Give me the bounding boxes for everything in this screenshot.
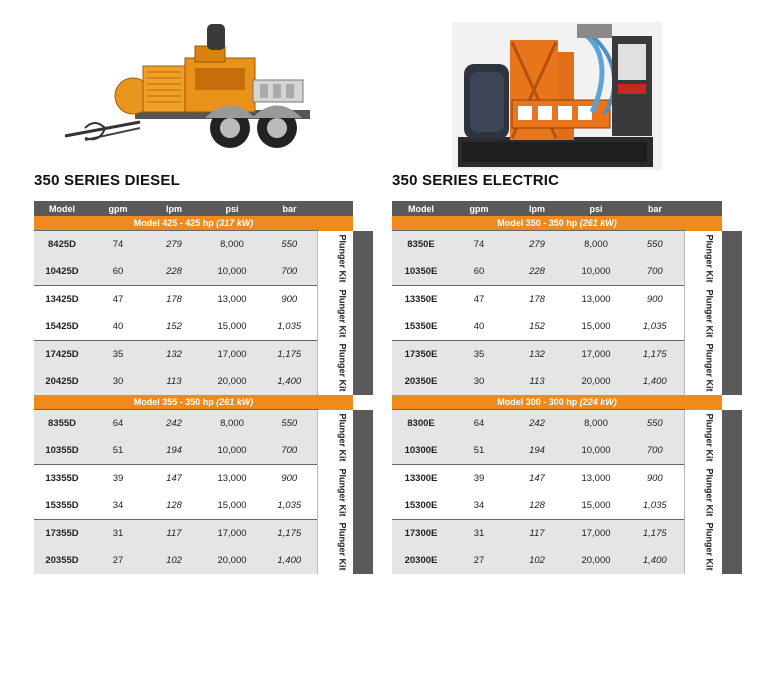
electric-spec-table <box>392 201 762 574</box>
plunger-kit-label: Plunger Kit <box>317 341 353 396</box>
lpm-cell: 228 <box>146 258 202 286</box>
gpm-cell: 64 <box>90 410 146 438</box>
table-row <box>34 231 373 259</box>
plunger-kit-label: Plunger Kit <box>684 341 722 396</box>
lpm-cell: 117 <box>508 520 566 548</box>
lpm-cell: 117 <box>146 520 202 548</box>
psi-cell: 20,000 <box>566 547 626 574</box>
table-row <box>34 286 373 314</box>
model-cell: 20350E <box>392 368 450 395</box>
electric-unit-photo <box>452 22 662 170</box>
col-header-model: Model <box>34 201 90 216</box>
conversion-kit-label: Conversion Kit <box>722 410 742 575</box>
bar-cell: 1,035 <box>626 313 684 341</box>
lpm-cell: 228 <box>508 258 566 286</box>
bar-cell: 900 <box>262 465 317 493</box>
psi-cell: 13,000 <box>202 465 262 493</box>
model-cell: 17425D <box>34 341 90 369</box>
bar-cell: 700 <box>262 437 317 465</box>
lpm-cell: 113 <box>146 368 202 395</box>
model-cell: 15425D <box>34 313 90 341</box>
table-row <box>34 520 373 548</box>
section-header: Model 350 - 350 hp (261 kW) <box>392 216 722 231</box>
bar-cell: 900 <box>262 286 317 314</box>
psi-cell: 15,000 <box>202 492 262 520</box>
table-row <box>392 231 742 259</box>
lpm-cell: 178 <box>508 286 566 314</box>
model-cell: 13355D <box>34 465 90 493</box>
gpm-cell: 47 <box>450 286 508 314</box>
bar-cell: 550 <box>626 410 684 438</box>
gpm-cell: 51 <box>90 437 146 465</box>
gpm-cell: 60 <box>450 258 508 286</box>
gpm-cell: 40 <box>90 313 146 341</box>
psi-cell: 13,000 <box>566 286 626 314</box>
conversion-kit-label: Conversion Kit <box>722 231 742 396</box>
bar-cell: 550 <box>262 410 317 438</box>
model-cell: 8355D <box>34 410 90 438</box>
model-cell: 13300E <box>392 465 450 493</box>
col-header-gpm: gpm <box>90 201 146 216</box>
conversion-kit-label: Conversion Kit <box>353 231 373 396</box>
bar-cell: 1,400 <box>626 547 684 574</box>
lpm-cell: 102 <box>146 547 202 574</box>
bar-cell: 1,175 <box>262 520 317 548</box>
model-cell: 17300E <box>392 520 450 548</box>
gpm-cell: 30 <box>90 368 146 395</box>
psi-cell: 17,000 <box>566 520 626 548</box>
psi-cell: 10,000 <box>202 258 262 286</box>
lpm-cell: 279 <box>508 231 566 259</box>
gpm-cell: 31 <box>450 520 508 548</box>
lpm-cell: 194 <box>508 437 566 465</box>
lpm-cell: 132 <box>146 341 202 369</box>
plunger-kit-label: Plunger Kit <box>684 231 722 286</box>
electric-title: 350 SERIES ELECTRIC <box>392 172 560 189</box>
col-header-psi: psi <box>202 201 262 216</box>
model-cell: 15300E <box>392 492 450 520</box>
psi-cell: 15,000 <box>566 313 626 341</box>
plunger-kit-label: Plunger Kit <box>317 286 353 341</box>
lpm-cell: 152 <box>146 313 202 341</box>
diesel-title: 350 SERIES DIESEL <box>34 172 180 189</box>
psi-cell: 8,000 <box>566 410 626 438</box>
lpm-cell: 242 <box>508 410 566 438</box>
col-header-lpm: lpm <box>146 201 202 216</box>
table-row <box>392 520 742 548</box>
lpm-cell: 242 <box>146 410 202 438</box>
diesel-unit-photo <box>55 18 315 163</box>
gpm-cell: 64 <box>450 410 508 438</box>
model-cell: 8300E <box>392 410 450 438</box>
gpm-cell: 74 <box>90 231 146 259</box>
bar-cell: 1,400 <box>262 368 317 395</box>
col-header-gpm: gpm <box>450 201 508 216</box>
gpm-cell: 74 <box>450 231 508 259</box>
lpm-cell: 147 <box>146 465 202 493</box>
lpm-cell: 152 <box>508 313 566 341</box>
model-cell: 15355D <box>34 492 90 520</box>
table-row <box>392 410 742 438</box>
psi-cell: 17,000 <box>202 341 262 369</box>
table-row <box>34 465 373 493</box>
psi-cell: 10,000 <box>566 437 626 465</box>
gpm-cell: 35 <box>450 341 508 369</box>
bar-cell: 550 <box>626 231 684 259</box>
model-cell: 17355D <box>34 520 90 548</box>
section-header: Model 300 - 300 hp (224 kW) <box>392 395 722 410</box>
lpm-cell: 279 <box>146 231 202 259</box>
model-cell: 10425D <box>34 258 90 286</box>
bar-cell: 1,175 <box>262 341 317 369</box>
psi-cell: 15,000 <box>202 313 262 341</box>
col-header-blank <box>684 201 722 216</box>
plunger-kit-label: Plunger Kit <box>684 286 722 341</box>
model-cell: 10350E <box>392 258 450 286</box>
col-header-lpm: lpm <box>508 201 566 216</box>
psi-cell: 15,000 <box>566 492 626 520</box>
bar-cell: 1,400 <box>262 547 317 574</box>
bar-cell: 900 <box>626 465 684 493</box>
plunger-kit-label: Plunger Kit <box>317 410 353 465</box>
bar-cell: 1,175 <box>626 520 684 548</box>
plunger-kit-label: Plunger Kit <box>317 520 353 575</box>
table-row <box>392 341 742 369</box>
lpm-cell: 113 <box>508 368 566 395</box>
psi-cell: 10,000 <box>566 258 626 286</box>
col-header-bar: bar <box>262 201 317 216</box>
gpm-cell: 39 <box>90 465 146 493</box>
table-row <box>34 410 373 438</box>
model-cell: 17350E <box>392 341 450 369</box>
gpm-cell: 35 <box>90 341 146 369</box>
psi-cell: 10,000 <box>202 437 262 465</box>
table-row <box>34 341 373 369</box>
lpm-cell: 147 <box>508 465 566 493</box>
model-cell: 8425D <box>34 231 90 259</box>
model-cell: 13350E <box>392 286 450 314</box>
psi-cell: 13,000 <box>566 465 626 493</box>
model-cell: 8350E <box>392 231 450 259</box>
bar-cell: 1,035 <box>262 492 317 520</box>
conversion-kit-label: Conversion Kit <box>353 410 373 575</box>
table-row <box>392 465 742 493</box>
bar-cell: 1,035 <box>626 492 684 520</box>
bar-cell: 700 <box>626 258 684 286</box>
psi-cell: 20,000 <box>566 368 626 395</box>
model-cell: 13425D <box>34 286 90 314</box>
model-cell: 20355D <box>34 547 90 574</box>
bar-cell: 1,175 <box>626 341 684 369</box>
psi-cell: 17,000 <box>202 520 262 548</box>
lpm-cell: 102 <box>508 547 566 574</box>
bar-cell: 700 <box>626 437 684 465</box>
model-cell: 10355D <box>34 437 90 465</box>
lpm-cell: 128 <box>508 492 566 520</box>
psi-cell: 8,000 <box>202 231 262 259</box>
psi-cell: 13,000 <box>202 286 262 314</box>
bar-cell: 1,035 <box>262 313 317 341</box>
psi-cell: 8,000 <box>566 231 626 259</box>
gpm-cell: 27 <box>450 547 508 574</box>
col-header-psi: psi <box>566 201 626 216</box>
psi-cell: 17,000 <box>566 341 626 369</box>
psi-cell: 20,000 <box>202 547 262 574</box>
model-cell: 20425D <box>34 368 90 395</box>
gpm-cell: 34 <box>90 492 146 520</box>
table-row <box>392 286 742 314</box>
psi-cell: 8,000 <box>202 410 262 438</box>
model-cell: 10300E <box>392 437 450 465</box>
plunger-kit-label: Plunger Kit <box>684 410 722 465</box>
gpm-cell: 31 <box>90 520 146 548</box>
plunger-kit-label: Plunger Kit <box>317 465 353 520</box>
gpm-cell: 34 <box>450 492 508 520</box>
section-header: Model 355 - 350 hp (261 kW) <box>34 395 353 410</box>
gpm-cell: 47 <box>90 286 146 314</box>
gpm-cell: 39 <box>450 465 508 493</box>
col-header-model: Model <box>392 201 450 216</box>
gpm-cell: 40 <box>450 313 508 341</box>
col-header-bar: bar <box>626 201 684 216</box>
bar-cell: 900 <box>626 286 684 314</box>
gpm-cell: 51 <box>450 437 508 465</box>
diesel-spec-table <box>34 201 393 574</box>
plunger-kit-label: Plunger Kit <box>684 520 722 575</box>
bar-cell: 1,400 <box>626 368 684 395</box>
lpm-cell: 178 <box>146 286 202 314</box>
model-cell: 20300E <box>392 547 450 574</box>
plunger-kit-label: Plunger Kit <box>684 465 722 520</box>
lpm-cell: 132 <box>508 341 566 369</box>
gpm-cell: 27 <box>90 547 146 574</box>
model-cell: 15350E <box>392 313 450 341</box>
bar-cell: 550 <box>262 231 317 259</box>
lpm-cell: 194 <box>146 437 202 465</box>
col-header-blank <box>317 201 353 216</box>
section-header: Model 425 - 425 hp (317 kW) <box>34 216 353 231</box>
lpm-cell: 128 <box>146 492 202 520</box>
bar-cell: 700 <box>262 258 317 286</box>
psi-cell: 20,000 <box>202 368 262 395</box>
gpm-cell: 60 <box>90 258 146 286</box>
plunger-kit-label: Plunger Kit <box>317 231 353 286</box>
gpm-cell: 30 <box>450 368 508 395</box>
